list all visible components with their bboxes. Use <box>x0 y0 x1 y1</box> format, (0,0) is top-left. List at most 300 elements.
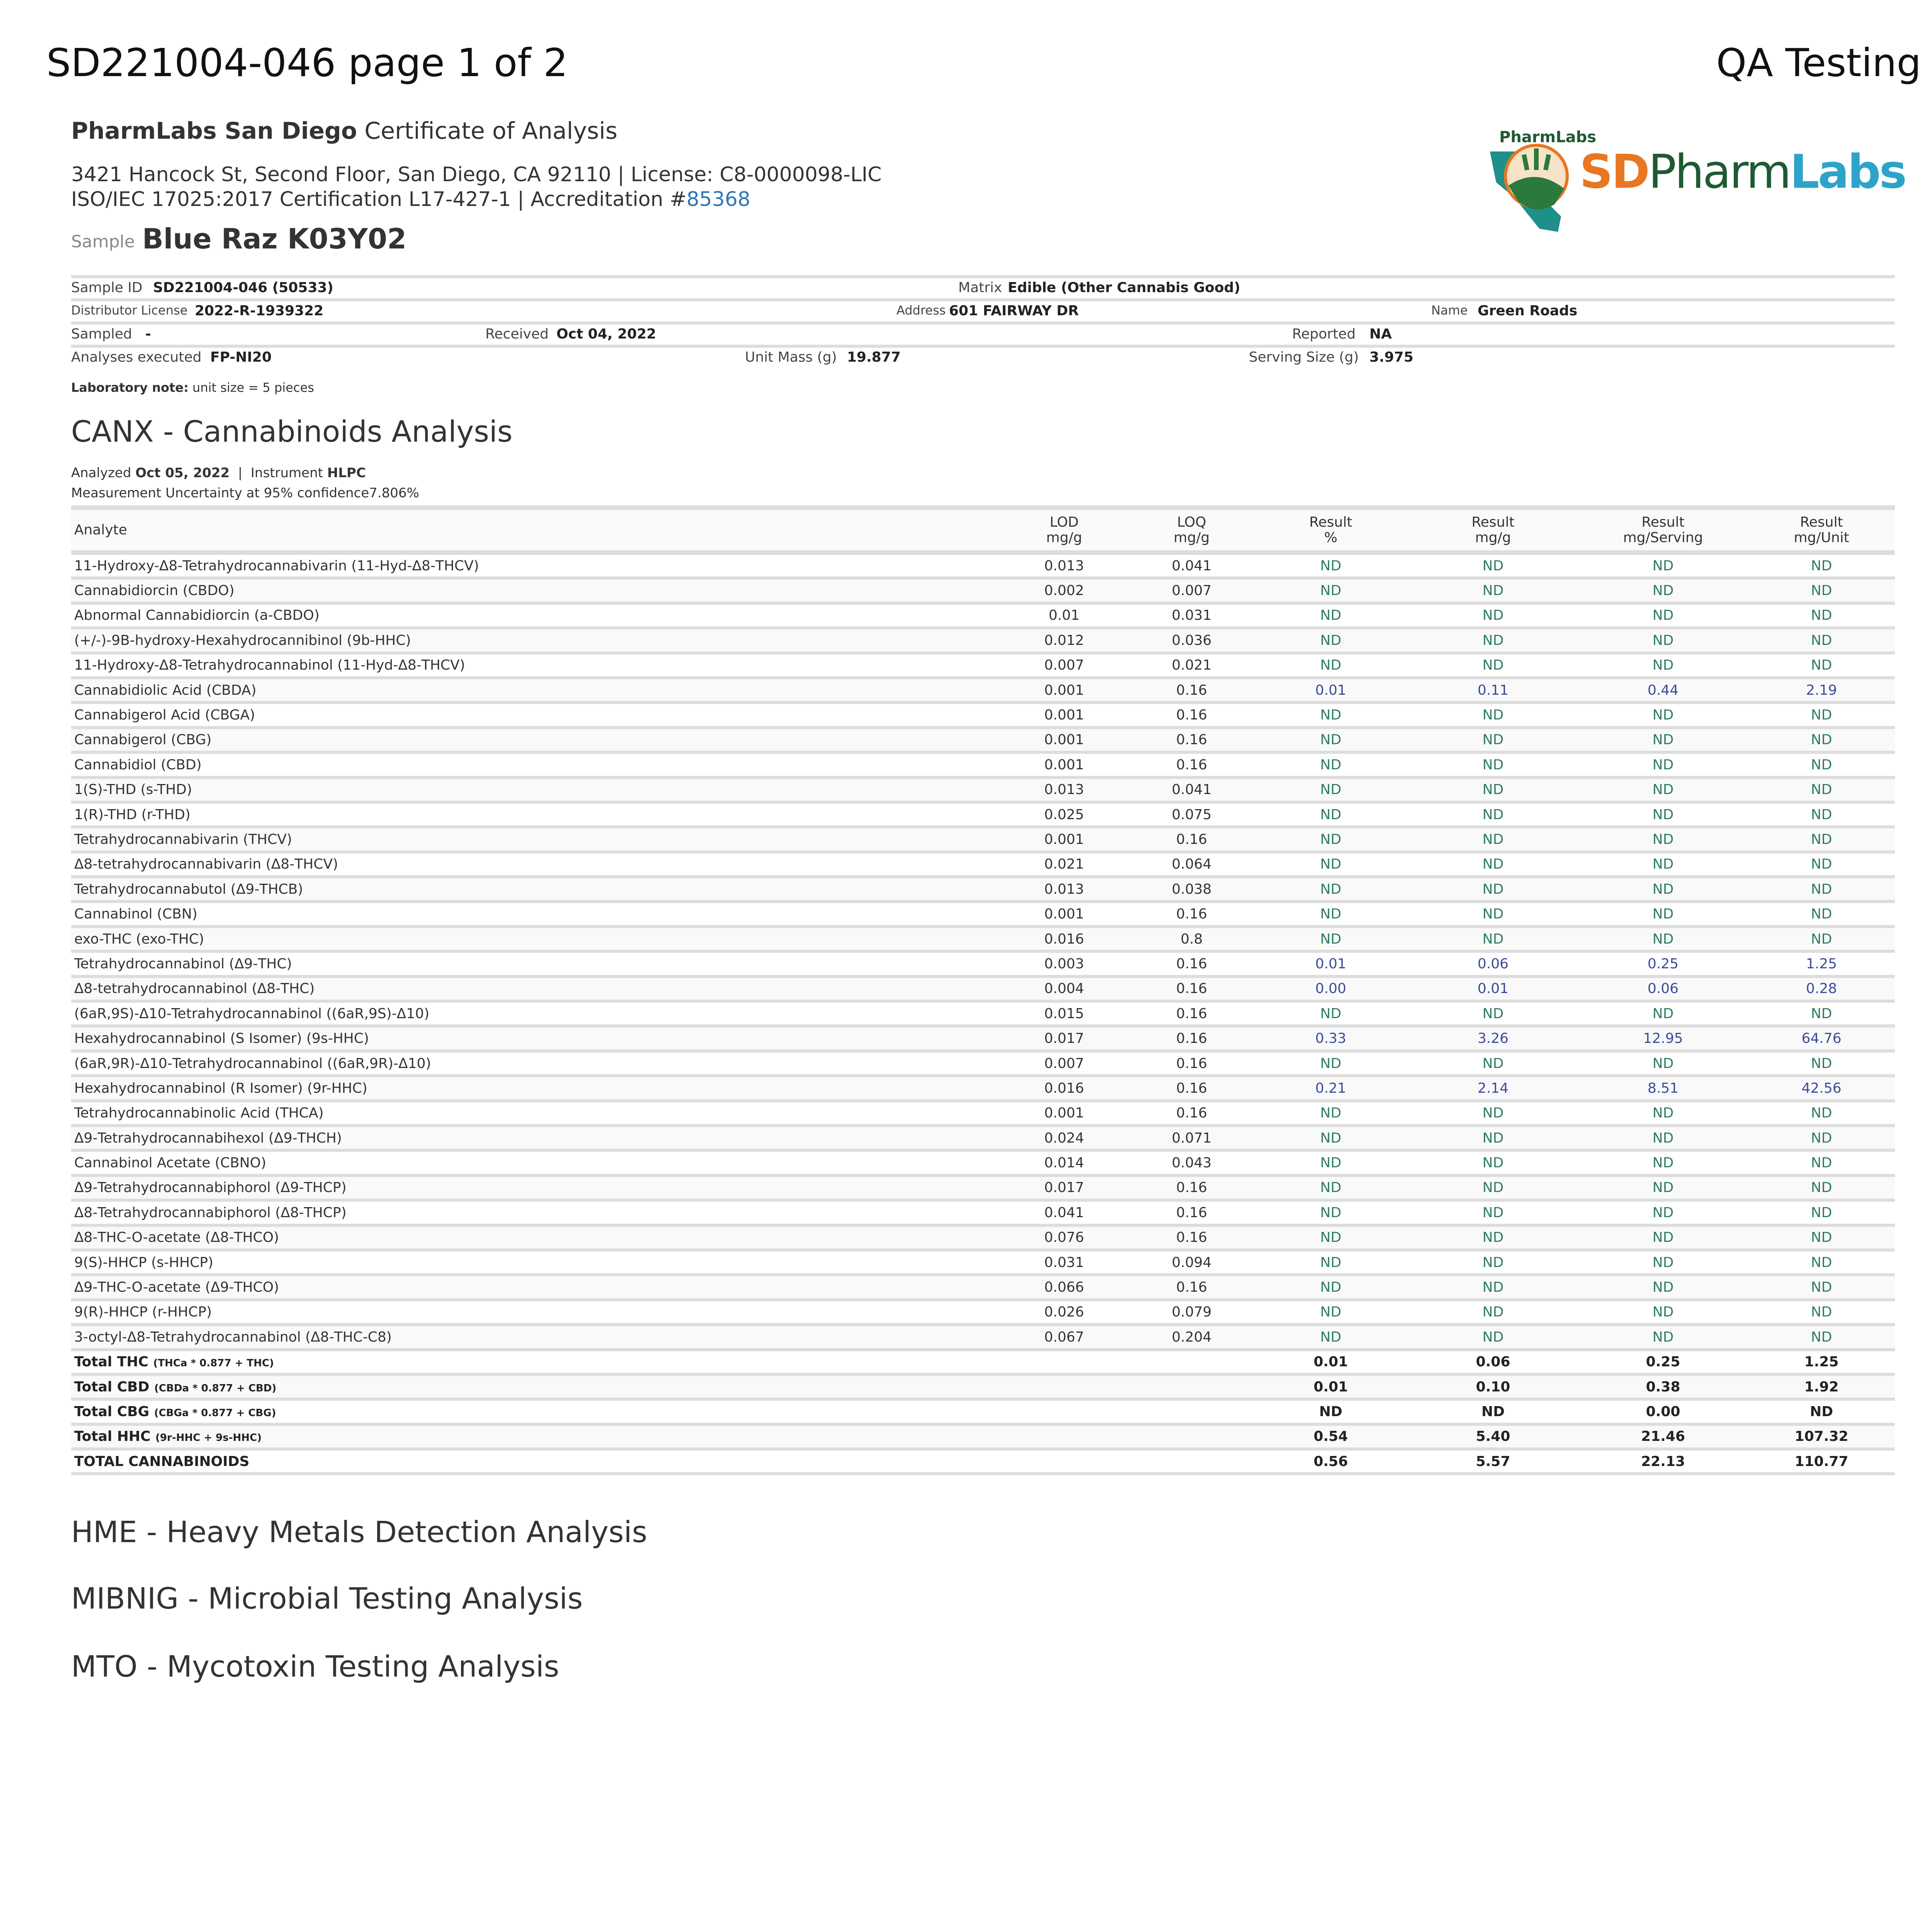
table-cell: 0.017 <box>998 1026 1130 1051</box>
table-cell: ND <box>1408 852 1578 877</box>
lab-address: 3421 Hancock St, Second Floor, San Diego, CA 92110 | License: C8-0000098-LIC <box>71 163 882 186</box>
table-cell: 0.16 <box>1130 1076 1253 1100</box>
total-label: Total CBG <box>74 1403 150 1420</box>
table-cell: 0.076 <box>998 1225 1130 1250</box>
table-cell: ND <box>1748 1200 1895 1225</box>
table-cell: 0.11 <box>1408 678 1578 702</box>
table-cell: ND <box>1578 1101 1748 1126</box>
column-header <box>1578 508 1748 553</box>
table-row <box>71 1101 1895 1126</box>
analyte-name: 9(S)-HHCP (s-HHCP) <box>71 1250 998 1275</box>
table-cell: ND <box>1748 901 1895 926</box>
table-cell: 0.204 <box>1130 1325 1253 1349</box>
analyzed-label: Analyzed <box>71 465 131 481</box>
table-cell: 0.16 <box>1130 827 1253 852</box>
table-cell: 0.024 <box>998 1126 1130 1150</box>
analyte-name: Hexahydrocannabinol (R Isomer) (9r-HHC) <box>71 1076 998 1100</box>
column-header <box>998 508 1130 553</box>
table-cell: ND <box>1253 827 1408 852</box>
table-cell: 0.036 <box>1130 628 1253 653</box>
table-cell: 0.041 <box>998 1200 1130 1225</box>
table-cell: 0.007 <box>998 1051 1130 1076</box>
canx-title: CANX - Cannabinoids Analysis <box>71 414 513 449</box>
table-cell: 0.16 <box>1130 1175 1253 1200</box>
logo-arc-text: PharmLabs <box>1499 128 1597 146</box>
table-cell: 0.16 <box>1130 901 1253 926</box>
table-row <box>71 1001 1895 1026</box>
table-cell: ND <box>1253 1001 1408 1026</box>
table-cell: ND <box>1748 603 1895 628</box>
address-label: Address <box>896 303 946 318</box>
table-cell: 0.01 <box>998 603 1130 628</box>
table-row <box>71 852 1895 877</box>
table-cell: ND <box>1578 628 1748 653</box>
total-value: 1.92 <box>1748 1374 1895 1399</box>
table-cell: 0.25 <box>1578 951 1748 976</box>
total-value: 0.38 <box>1578 1374 1748 1399</box>
column-header-line1: LOQ <box>1177 514 1206 530</box>
reported-value: NA <box>1369 326 1392 342</box>
lab-certification <box>71 187 882 212</box>
table-cell: ND <box>1253 1051 1408 1076</box>
empty-cell <box>1130 1374 1253 1399</box>
unit-mass-label: Unit Mass (g) <box>745 349 837 365</box>
sampled-label: Sampled <box>71 326 132 342</box>
table-row <box>71 1175 1895 1200</box>
analyte-name: Δ9-THC-O-acetate (Δ9-THCO) <box>71 1275 998 1299</box>
total-value: 5.57 <box>1408 1449 1578 1474</box>
table-cell: ND <box>1253 1250 1408 1275</box>
table-row <box>71 1300 1895 1325</box>
section-mibnig: MIBNIG - Microbial Testing Analysis <box>71 1581 583 1616</box>
table-row <box>71 927 1895 951</box>
table-cell: 0.013 <box>998 553 1130 578</box>
table-cell: 0.16 <box>1130 1225 1253 1250</box>
analyte-name: Tetrahydrocannabinol (Δ9-THC) <box>71 951 998 976</box>
analyte-name: (6aR,9S)-Δ10-Tetrahydrocannabinol ((6aR,9S)-Δ10) <box>71 1001 998 1026</box>
table-cell: ND <box>1578 1126 1748 1150</box>
analyte-name: Cannabidiolic Acid (CBDA) <box>71 678 998 702</box>
table-cell: 0.16 <box>1130 1026 1253 1051</box>
table-cell: ND <box>1578 752 1748 777</box>
column-header-line2: mg/g <box>1475 530 1511 546</box>
table-cell: 0.16 <box>1130 1275 1253 1299</box>
table-cell: ND <box>1408 578 1578 603</box>
total-value: ND <box>1748 1399 1895 1424</box>
table-cell: 0.021 <box>1130 653 1253 678</box>
analyte-name: 3-octyl-Δ8-Tetrahydrocannabinol (Δ8-THC-C8) <box>71 1325 998 1349</box>
column-header-line1: Result <box>1641 514 1685 530</box>
table-cell: ND <box>1748 827 1895 852</box>
info-row <box>71 298 1895 321</box>
table-cell: ND <box>1408 1051 1578 1076</box>
cannabinoids-table <box>71 505 1895 1475</box>
analyte-name: (+/-)-9B-hydroxy-Hexahydrocannibinol (9b-HHC) <box>71 628 998 653</box>
total-formula: (THCa * 0.877 + THC) <box>153 1357 274 1369</box>
table-cell: 0.001 <box>998 728 1130 752</box>
table-cell: 0.16 <box>1130 1101 1253 1126</box>
table-cell: ND <box>1408 827 1578 852</box>
table-cell: ND <box>1408 728 1578 752</box>
table-cell: ND <box>1748 752 1895 777</box>
table-cell: 0.079 <box>1130 1300 1253 1325</box>
table-cell: ND <box>1408 777 1578 802</box>
table-cell: 0.041 <box>1130 553 1253 578</box>
table-cell: 0.44 <box>1578 678 1748 702</box>
table-cell: ND <box>1408 802 1578 827</box>
analyte-name: Δ8-THC-O-acetate (Δ8-THCO) <box>71 1225 998 1250</box>
column-header-line2: mg/Unit <box>1794 530 1849 546</box>
table-cell: 0.012 <box>998 628 1130 653</box>
empty-cell <box>1130 1350 1253 1374</box>
address-value: 601 FAIRWAY DR <box>949 303 1079 319</box>
table-cell: 0.043 <box>1130 1150 1253 1175</box>
table-cell: ND <box>1253 702 1408 727</box>
table-cell: ND <box>1578 852 1748 877</box>
table-cell: 0.01 <box>1408 976 1578 1001</box>
table-cell: ND <box>1408 927 1578 951</box>
column-header-line1: Analyte <box>74 522 128 538</box>
total-label-cell <box>71 1350 998 1374</box>
table-row <box>71 1325 1895 1349</box>
table-cell: 0.071 <box>1130 1126 1253 1150</box>
total-label-cell <box>71 1374 998 1399</box>
table-cell: ND <box>1408 1001 1578 1026</box>
table-cell: ND <box>1748 1325 1895 1349</box>
section-mto: MTO - Mycotoxin Testing Analysis <box>71 1649 560 1684</box>
table-cell: ND <box>1408 1101 1578 1126</box>
total-label: Total CBD <box>74 1379 150 1395</box>
serving-size-value: 3.975 <box>1369 349 1413 365</box>
table-row <box>71 777 1895 802</box>
total-value: ND <box>1408 1399 1578 1424</box>
table-cell: ND <box>1578 827 1748 852</box>
analyte-name: Δ8-Tetrahydrocannabiphorol (Δ8-THCP) <box>71 1200 998 1225</box>
table-cell: 64.76 <box>1748 1026 1895 1051</box>
info-row <box>71 321 1895 345</box>
total-value: 1.25 <box>1748 1350 1895 1374</box>
sample-name: Blue Raz K03Y02 <box>142 223 407 255</box>
canx-analyzed: Analyzed Oct 05, 2022 | Instrument HLPC <box>71 465 366 481</box>
matrix-value: Edible (Other Cannabis Good) <box>1008 280 1240 296</box>
analyte-name: Cannabidiol (CBD) <box>71 752 998 777</box>
lab-name: PharmLabs San Diego <box>71 117 357 145</box>
table-row <box>71 827 1895 852</box>
table-cell: ND <box>1408 877 1578 901</box>
table-cell: 0.00 <box>1253 976 1408 1001</box>
table-cell: 12.95 <box>1578 1026 1748 1051</box>
table-cell: ND <box>1578 728 1748 752</box>
sample-info <box>71 275 1895 368</box>
unit-mass-value: 19.877 <box>847 349 901 365</box>
total-value: 0.25 <box>1578 1350 1748 1374</box>
table-cell: ND <box>1408 1300 1578 1325</box>
total-row <box>71 1374 1895 1399</box>
table-cell: 0.004 <box>998 976 1130 1001</box>
table-row <box>71 1225 1895 1250</box>
table-cell: 0.06 <box>1408 951 1578 976</box>
total-label-cell <box>71 1399 998 1424</box>
table-cell: 0.016 <box>998 927 1130 951</box>
analyte-name: Δ8-tetrahydrocannabivarin (Δ8-THCV) <box>71 852 998 877</box>
table-cell: ND <box>1253 628 1408 653</box>
table-cell: ND <box>1253 728 1408 752</box>
empty-cell <box>998 1374 1130 1399</box>
table-row <box>71 578 1895 603</box>
table-cell: 0.066 <box>998 1275 1130 1299</box>
column-header-line1: Result <box>1800 514 1843 530</box>
sample-id-value: SD221004-046 (50533) <box>153 280 333 296</box>
table-cell: 0.007 <box>998 653 1130 678</box>
lab-note-value: unit size = 5 pieces <box>192 380 314 395</box>
table-row <box>71 1026 1895 1051</box>
table-cell: ND <box>1748 1275 1895 1299</box>
table-row <box>71 976 1895 1001</box>
table-row <box>71 1200 1895 1225</box>
table-cell: 0.16 <box>1130 1001 1253 1026</box>
table-row <box>71 877 1895 901</box>
table-cell: ND <box>1578 1001 1748 1026</box>
table-cell: 0.041 <box>1130 777 1253 802</box>
total-formula: (CBDa * 0.877 + CBD) <box>154 1382 277 1394</box>
table-cell: 0.06 <box>1578 976 1748 1001</box>
table-cell: ND <box>1578 877 1748 901</box>
table-cell: ND <box>1578 653 1748 678</box>
table-cell: ND <box>1253 752 1408 777</box>
info-row <box>71 345 1895 368</box>
analyte-name: 11-Hydroxy-Δ8-Tetrahydrocannabivarin (11-Hyd-Δ8-THCV) <box>71 553 998 578</box>
total-label: Total HHC <box>74 1429 151 1445</box>
sdpharmlabs-logo <box>1484 121 1905 244</box>
table-cell: ND <box>1748 628 1895 653</box>
table-header-row <box>71 508 1895 553</box>
table-cell: ND <box>1408 1250 1578 1275</box>
received-label: Received <box>485 326 549 342</box>
empty-cell <box>998 1424 1130 1449</box>
analyte-name: Tetrahydrocannabinolic Acid (THCA) <box>71 1101 998 1126</box>
table-cell: ND <box>1748 1150 1895 1175</box>
table-cell: ND <box>1408 1126 1578 1150</box>
sample-id-label: Sample ID <box>71 280 143 296</box>
table-cell: ND <box>1253 578 1408 603</box>
table-cell: ND <box>1253 1300 1408 1325</box>
table-cell: ND <box>1748 927 1895 951</box>
total-value: 21.46 <box>1578 1424 1748 1449</box>
table-cell: 0.021 <box>998 852 1130 877</box>
client-name-label: Name <box>1431 303 1468 318</box>
info-row <box>71 275 1895 298</box>
analyte-name: Δ9-Tetrahydrocannabiphorol (Δ9-THCP) <box>71 1175 998 1200</box>
total-value: 0.00 <box>1578 1399 1748 1424</box>
analyses-label: Analyses executed <box>71 349 202 365</box>
table-cell: 42.56 <box>1748 1076 1895 1100</box>
column-header-line1: LOD <box>1049 514 1079 530</box>
table-cell: ND <box>1578 603 1748 628</box>
instrument-label: Instrument <box>250 465 323 481</box>
table-cell: ND <box>1748 1101 1895 1126</box>
table-row <box>71 628 1895 653</box>
table-row <box>71 1275 1895 1299</box>
table-cell: ND <box>1253 777 1408 802</box>
table-cell: 0.013 <box>998 777 1130 802</box>
column-header-line1: Result <box>1309 514 1352 530</box>
section-hme: HME - Heavy Metals Detection Analysis <box>71 1515 648 1549</box>
logo-sd: SD <box>1580 145 1649 199</box>
lab-note-label: Laboratory note: <box>71 380 189 395</box>
received-value: Oct 04, 2022 <box>556 326 656 342</box>
total-row <box>71 1424 1895 1449</box>
lab-heading <box>71 117 617 145</box>
total-value: 0.06 <box>1408 1350 1578 1374</box>
cert-prefix: ISO/IEC 17025:2017 Certification L17-427-1 | Accreditation # <box>71 188 687 211</box>
table-cell: ND <box>1578 1150 1748 1175</box>
table-cell: ND <box>1578 927 1748 951</box>
column-header <box>1748 508 1895 553</box>
sample-label: Sample <box>71 232 135 252</box>
table-cell: ND <box>1408 1225 1578 1250</box>
table-cell: 0.064 <box>1130 852 1253 877</box>
table-cell: 0.001 <box>998 901 1130 926</box>
total-value: 22.13 <box>1578 1449 1748 1474</box>
total-value: 0.54 <box>1253 1424 1408 1449</box>
table-cell: ND <box>1748 553 1895 578</box>
table-cell: 0.031 <box>998 1250 1130 1275</box>
table-cell: 0.094 <box>1130 1250 1253 1275</box>
table-cell: ND <box>1253 1225 1408 1250</box>
table-cell: ND <box>1253 852 1408 877</box>
column-header-line2: mg/Serving <box>1623 530 1703 546</box>
table-cell: ND <box>1408 1200 1578 1225</box>
table-cell: ND <box>1408 603 1578 628</box>
table-cell: 0.001 <box>998 678 1130 702</box>
canx-uncertainty: Measurement Uncertainty at 95% confidence7.806% <box>71 485 419 501</box>
table-cell: ND <box>1253 877 1408 901</box>
table-row <box>71 1250 1895 1275</box>
table-row <box>71 951 1895 976</box>
table-row <box>71 653 1895 678</box>
table-cell: ND <box>1748 653 1895 678</box>
table-cell: ND <box>1578 1175 1748 1200</box>
table-cell: ND <box>1253 1200 1408 1225</box>
table-cell: ND <box>1578 553 1748 578</box>
column-header <box>1253 508 1408 553</box>
table-cell: 3.26 <box>1408 1026 1578 1051</box>
table-cell: 0.003 <box>998 951 1130 976</box>
total-label-cell <box>71 1424 998 1449</box>
column-header-line2: % <box>1324 530 1338 546</box>
table-cell: ND <box>1408 653 1578 678</box>
logo-labs: Labs <box>1790 145 1905 199</box>
table-cell: ND <box>1408 1325 1578 1349</box>
table-cell: 0.013 <box>998 877 1130 901</box>
table-cell: 0.001 <box>998 752 1130 777</box>
accreditation-link[interactable]: 85368 <box>686 188 750 211</box>
total-label: Total THC <box>74 1354 148 1370</box>
table-cell: 8.51 <box>1578 1076 1748 1100</box>
analyte-name: Tetrahydrocannabutol (Δ9-THCB) <box>71 877 998 901</box>
analyte-name: Cannabidiorcin (CBDO) <box>71 578 998 603</box>
table-cell: ND <box>1408 553 1578 578</box>
table-cell: ND <box>1748 1051 1895 1076</box>
table-cell: ND <box>1253 1101 1408 1126</box>
empty-cell <box>1130 1424 1253 1449</box>
table-row <box>71 1150 1895 1175</box>
distributor-license-value: 2022-R-1939322 <box>195 303 324 319</box>
total-row <box>71 1449 1895 1474</box>
table-cell: ND <box>1253 1325 1408 1349</box>
distributor-license-label: Distributor License <box>71 303 188 318</box>
total-row <box>71 1399 1895 1424</box>
table-cell: ND <box>1748 1126 1895 1150</box>
total-value: ND <box>1253 1399 1408 1424</box>
table-cell: ND <box>1578 1300 1748 1325</box>
table-cell: ND <box>1748 1001 1895 1026</box>
table-cell: 0.33 <box>1253 1026 1408 1051</box>
analyte-name: Cannabinol Acetate (CBNO) <box>71 1150 998 1175</box>
report-page-title: SD221004-046 page 1 of 2 <box>46 40 568 85</box>
table-row <box>71 553 1895 578</box>
total-value: 110.77 <box>1748 1449 1895 1474</box>
analyte-name: Hexahydrocannabinol (S Isomer) (9s-HHC) <box>71 1026 998 1051</box>
table-cell: 0.16 <box>1130 702 1253 727</box>
table-cell: 0.001 <box>998 827 1130 852</box>
table-cell: 0.8 <box>1130 927 1253 951</box>
empty-cell <box>998 1449 1130 1474</box>
total-value: 0.56 <box>1253 1449 1408 1474</box>
table-cell: 0.002 <box>998 578 1130 603</box>
table-row <box>71 603 1895 628</box>
column-header-line2: mg/g <box>1046 530 1082 546</box>
table-row <box>71 752 1895 777</box>
empty-cell <box>1130 1399 1253 1424</box>
column-header <box>1130 508 1253 553</box>
table-cell: ND <box>1748 1175 1895 1200</box>
table-cell: 0.031 <box>1130 603 1253 628</box>
analyte-name: exo-THC (exo-THC) <box>71 927 998 951</box>
table-row <box>71 1051 1895 1076</box>
column-header-line1: Result <box>1471 514 1515 530</box>
table-cell: 1.25 <box>1748 951 1895 976</box>
analyte-name: 1(R)-THD (r-THD) <box>71 802 998 827</box>
table-cell: 0.017 <box>998 1175 1130 1200</box>
table-row <box>71 702 1895 727</box>
total-value: 0.01 <box>1253 1350 1408 1374</box>
table-cell: ND <box>1408 1150 1578 1175</box>
table-cell: ND <box>1578 777 1748 802</box>
analyte-name: 11-Hydroxy-Δ8-Tetrahydrocannabinol (11-Hyd-Δ8-THCV) <box>71 653 998 678</box>
analyte-name: 9(R)-HHCP (r-HHCP) <box>71 1300 998 1325</box>
empty-cell <box>998 1399 1130 1424</box>
table-cell: ND <box>1578 1225 1748 1250</box>
table-cell: 0.16 <box>1130 752 1253 777</box>
report-type: QA Testing <box>1716 40 1921 85</box>
table-row <box>71 1076 1895 1100</box>
sdpharmlabs-wordmark <box>1580 145 1905 199</box>
analyses-value: FP-NI20 <box>210 349 272 365</box>
total-formula: (9r-HHC + 9s-HHC) <box>155 1432 262 1444</box>
table-cell: ND <box>1408 1275 1578 1299</box>
analyzed-date: Oct 05, 2022 <box>135 465 230 481</box>
table-cell: ND <box>1748 578 1895 603</box>
table-cell: ND <box>1748 777 1895 802</box>
client-name-value: Green Roads <box>1478 303 1578 319</box>
table-cell: 0.067 <box>998 1325 1130 1349</box>
table-cell: ND <box>1578 1325 1748 1349</box>
total-row <box>71 1350 1895 1374</box>
table-cell: ND <box>1748 802 1895 827</box>
reported-label: Reported <box>1292 326 1356 342</box>
table-cell: ND <box>1408 702 1578 727</box>
